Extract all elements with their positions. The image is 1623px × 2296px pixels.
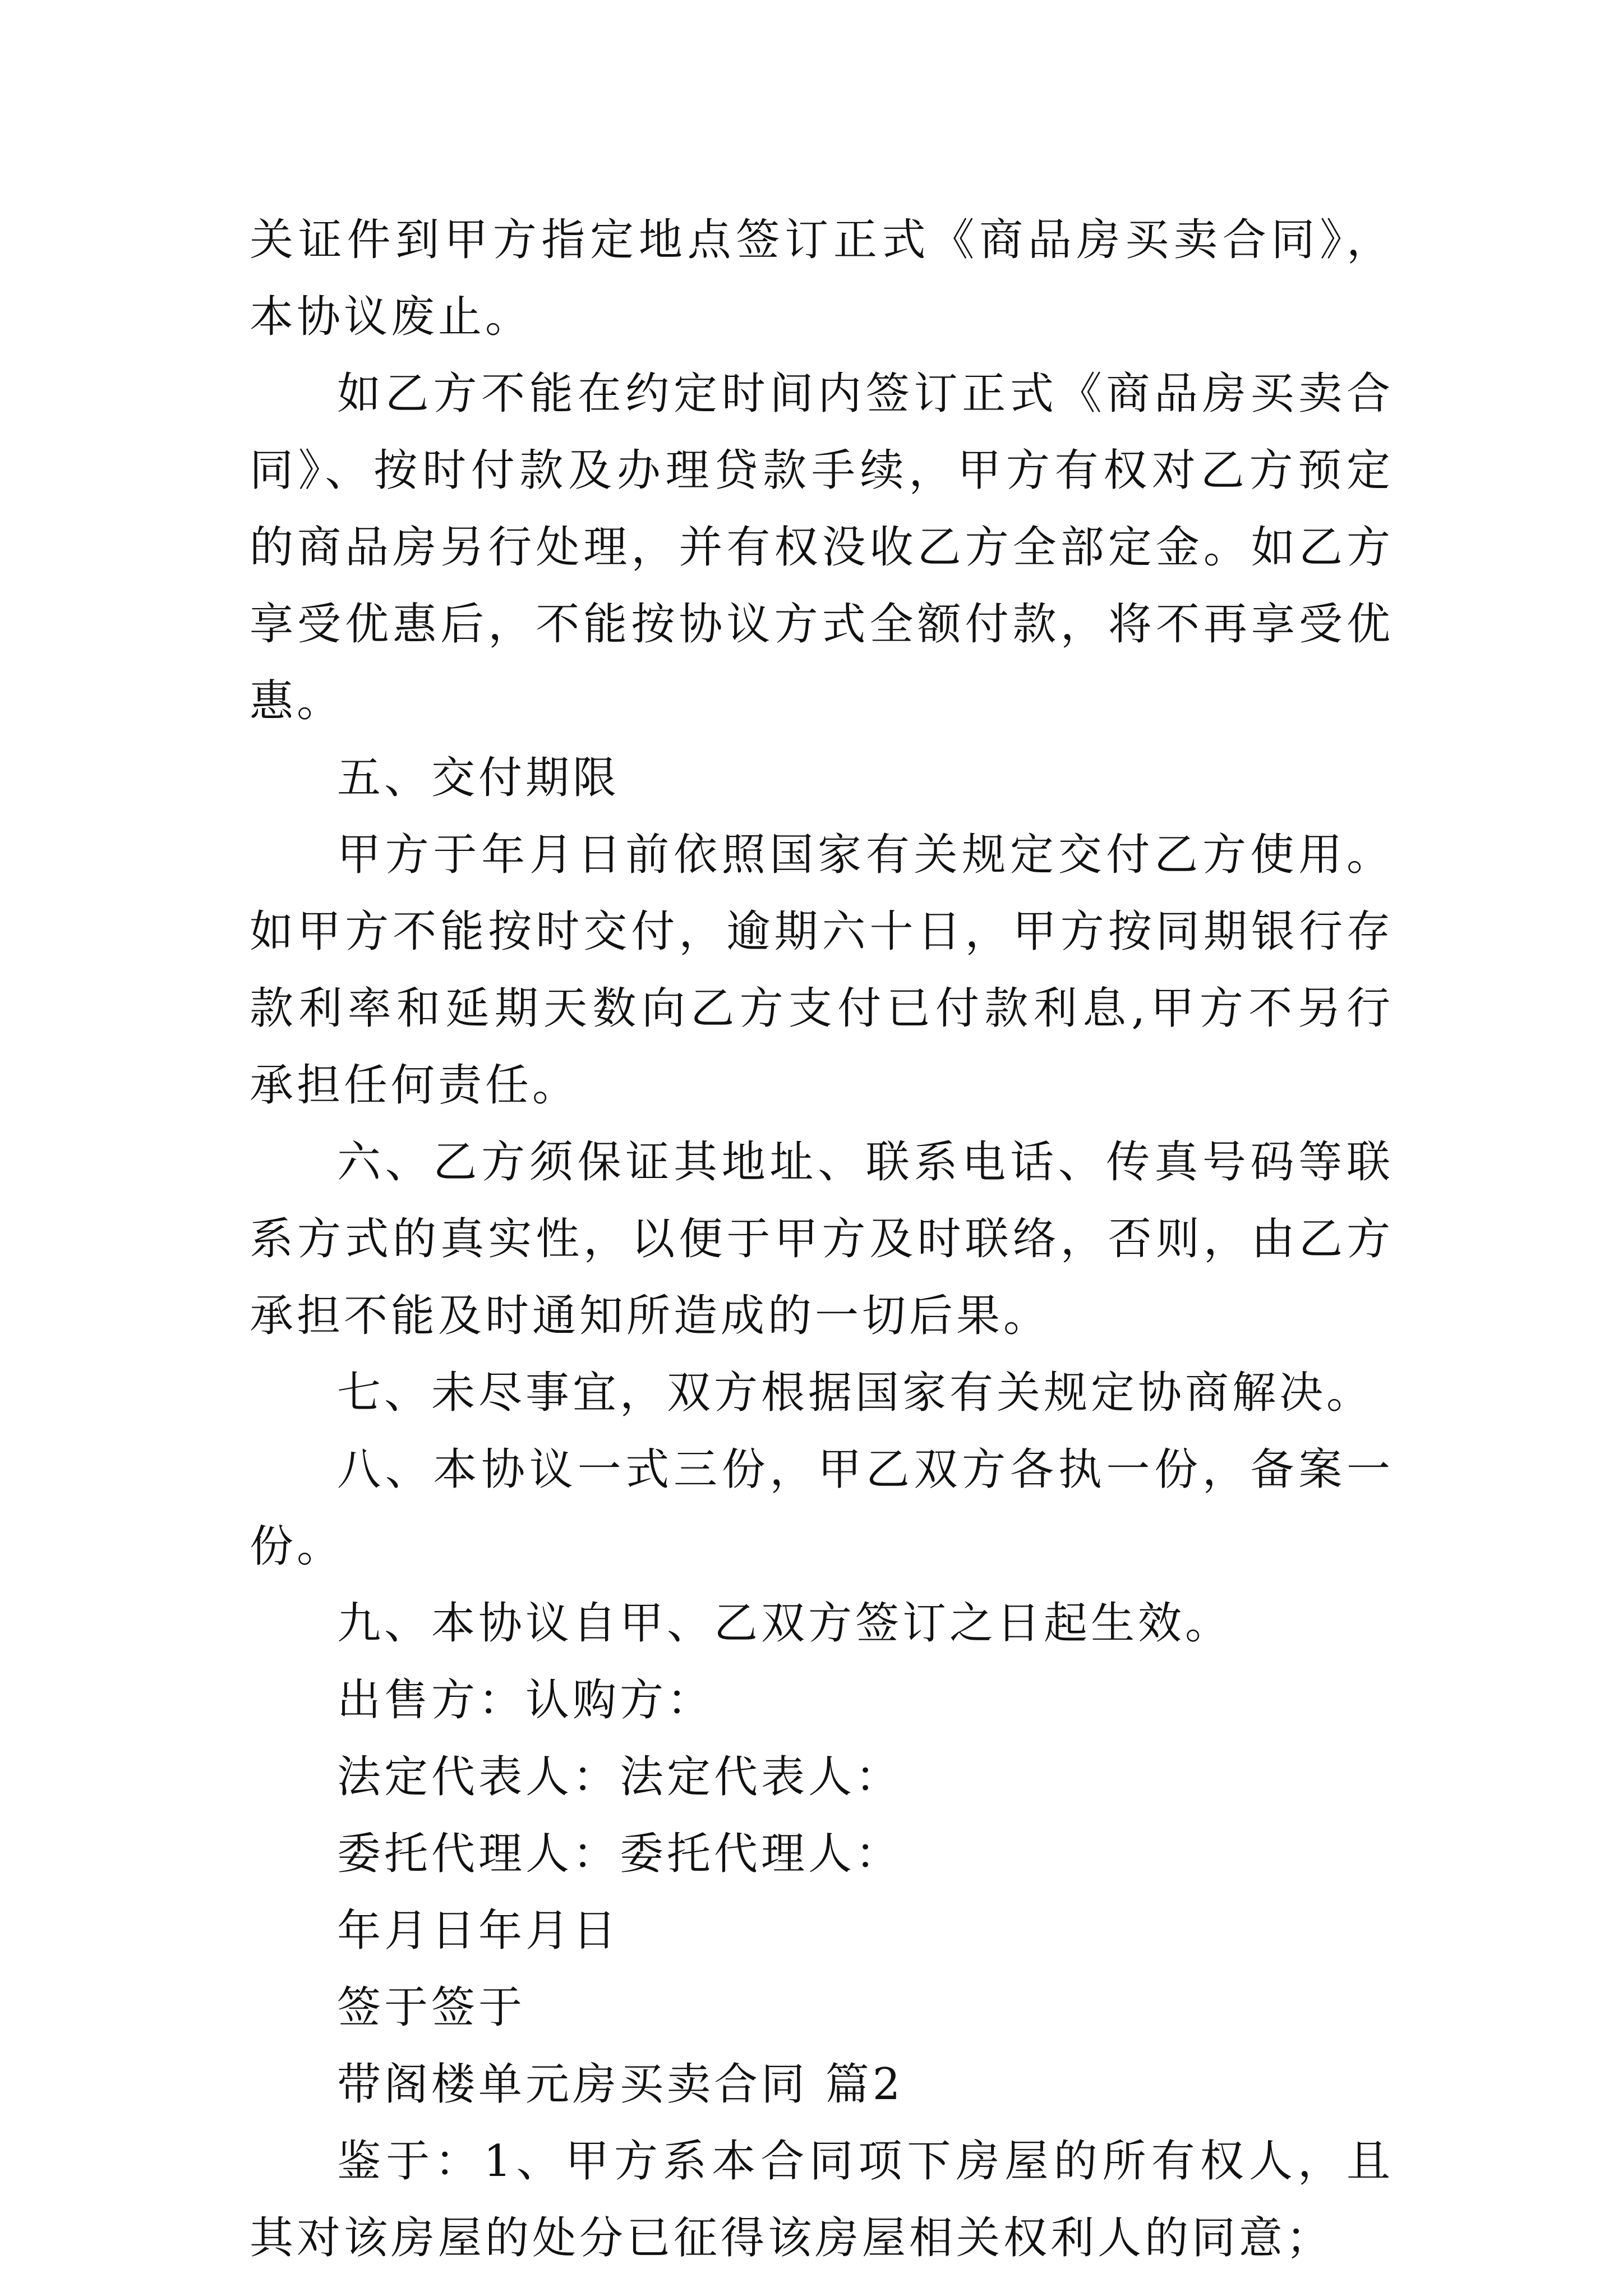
signature-legal-rep: 法定代表人：法定代表人：	[337, 1752, 903, 1802]
paragraph-continuation: 关证件到甲方指定地点签订正式《商品房买卖合同》，本协议废止。	[250, 215, 1394, 342]
document-body	[250, 202, 1394, 2277]
signature-parties: 出售方：认购方：	[337, 1675, 714, 1726]
paragraph-contact-info: 六、乙方须保证其地址、联系电话、传真号码等联系方式的真实性，以便于甲方及时联络，否则，由乙方承担不能及时通知所造成的一切后果。	[250, 1137, 1394, 1341]
section-heading-delivery: 五、交付期限	[337, 753, 620, 803]
signature-date: 年月日年月日	[337, 1906, 620, 1956]
signature-place: 签于签于	[337, 1982, 526, 2033]
paragraph-delivery-terms: 甲方于年月日前依照国家有关规定交付乙方使用。如甲方不能按时交付，逾期六十日，甲方按同期银行存款利率和延期天数向乙方支付已付款利息,甲方不另行承担任何责任。	[250, 830, 1394, 1111]
contract-title-part2: 带阁楼单元房买卖合同 篇2	[337, 2059, 904, 2110]
paragraph-outstanding-matters: 七、未尽事宜，双方根据国家有关规定协商解决。	[337, 1368, 1374, 1418]
paragraph-whereas: 鉴于：1、甲方系本合同项下房屋的所有权人，且其对该房屋的处分已征得该房屋相关权利人的同意；	[250, 2136, 1394, 2263]
paragraph-effective: 九、本协议自甲、乙双方签订之日起生效。	[337, 1598, 1233, 1649]
paragraph-breach-terms: 如乙方不能在约定时间内签订正式《商品房买卖合同》、按时付款及办理贷款手续，甲方有权对乙方预定的商品房另行处理，并有权没收乙方全部定金。如乙方享受优惠后，不能按协议方式全额付款，将不再享受优惠。	[250, 369, 1394, 726]
paragraph-copies: 八、本协议一式三份，甲乙双方各执一份，备案一份。	[250, 1444, 1394, 1572]
signature-agent: 委托代理人：委托代理人：	[337, 1829, 903, 1879]
